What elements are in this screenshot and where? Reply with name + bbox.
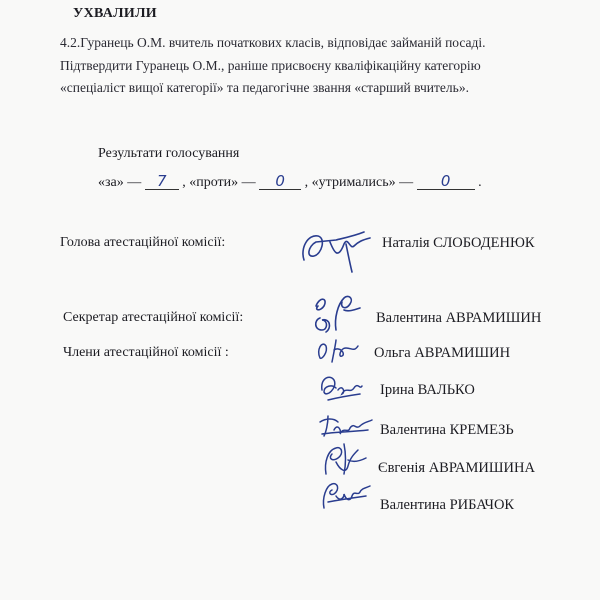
member5-signature — [318, 478, 372, 514]
paragraph-line: Підтвердити Гуранець О.М., раніше присвоєну кваліфікаційну категорію — [60, 57, 481, 73]
paragraph-line: «спеціаліст вищої категорії» та педагогічне звання «старший вчитель». — [60, 80, 469, 95]
member1-signature — [314, 336, 362, 366]
member2-signature — [316, 370, 368, 406]
secretary-role: Секретар атестаційної комісії: — [63, 310, 244, 325]
chair-signature — [296, 220, 378, 274]
votes-title: Результати голосування — [98, 146, 240, 161]
resolution-heading: УХВАЛИЛИ — [73, 6, 157, 21]
votes-for-label: «за» — — [98, 175, 142, 190]
member3-signature — [316, 408, 374, 440]
member4-name: Євгенія АВРАМИШИНА — [378, 460, 535, 476]
secretary-name: Валентина АВРАМИШИН — [376, 310, 542, 326]
member5-name: Валентина РИБАЧОК — [380, 497, 515, 513]
member3-name: Валентина КРЕМЕЗЬ — [380, 422, 514, 438]
member4-signature — [318, 440, 370, 480]
votes-abstained-label: , «утримались» — — [304, 175, 414, 190]
votes-abstained-value: 0 — [417, 173, 475, 190]
votes-against-label: , «проти» — — [182, 175, 256, 190]
votes-against-value: 0 — [259, 173, 301, 190]
chair-role: Голова атестаційної комісії: — [60, 235, 226, 250]
member1-name: Ольга АВРАМИШИН — [374, 345, 511, 361]
votes-line — [98, 173, 482, 191]
votes-for-value: 7 — [145, 173, 179, 190]
secretary-signature — [306, 290, 366, 338]
paragraph-line: 4.2.Гуранець О.М. вчитель початкових класів, відповідає займаній посаді. — [60, 35, 486, 50]
resolution-paragraph — [60, 32, 592, 100]
votes-end: . — [478, 175, 482, 190]
members-role: Члени атестаційної комісії : — [63, 345, 229, 360]
chair-name: Наталія СЛОБОДЕНЮК — [382, 235, 535, 251]
member2-name: Ірина ВАЛЬКО — [380, 382, 475, 398]
